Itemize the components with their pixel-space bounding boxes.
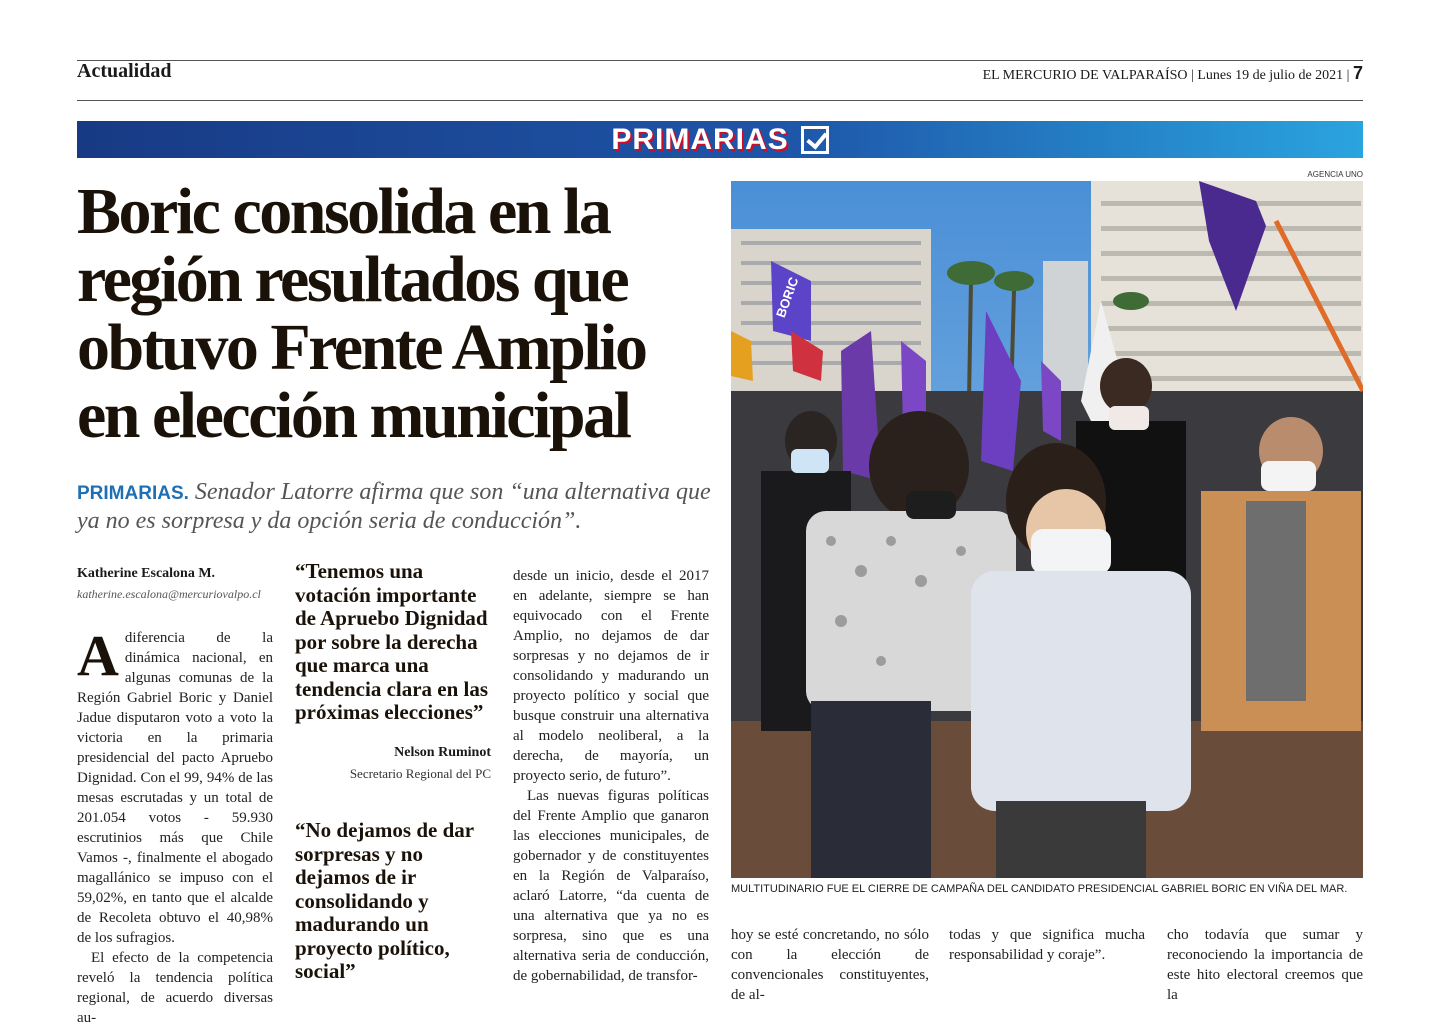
body-column-3 — [513, 566, 709, 986]
pull-quote: “No dejamos de dar sorpresas y no dejamos de ir consolidando y madurando un proyecto político, social” — [295, 818, 474, 983]
top-rule — [77, 60, 1363, 61]
quote-attribution-role: Secretario Regional del PC — [349, 766, 491, 781]
paragraph: diferencia de la dinámica nacional, en algunas comunas de la Región Gabriel Boric y Daniel Jadue disputaron voto a voto la victoria en la primaria presidencial del pacto Apruebo Dignidad. Con el 99, 94% de las mesas escrutadas y un total de 201.054 votos - 59.930 escrutinios más que Chile Vamos -, finalmente el abogado magallánico se impuso con el 59,02%, en tanto que el alcalde de Recoleta obtuvo el 40,98% de los sufragios. — [77, 630, 273, 946]
banner-label: PRIMARIAS — [611, 122, 789, 156]
deck-text: Senador Latorre afirma que son “una alternativa que ya no es sorpresa y da opción seria de conducción”. — [77, 479, 711, 534]
bottom-column-3: cho todavía que sumar y reconociendo la importancia de este hito electoral creemos que la — [1167, 927, 1363, 1003]
photo-credit: AGENCIA UNO — [1307, 170, 1363, 179]
dropcap: A — [77, 623, 119, 688]
checkbox-icon — [801, 126, 829, 154]
bottom-column-1: hoy se esté concretando, no sólo con la elección de convencionales constituyentes, de al- — [731, 927, 929, 1003]
paragraph: desde un inicio, desde el 2017 en adelante, siempre se han equivocado con el Frente Amplio, no dejamos de dar sorpresas y no dejamos de ir consolidando y madurando un proyecto político y social que busque construir una alternativa al modelo neoliberal, a la derecha, de mayoría, un proyecto serio, de futuro”. — [513, 568, 709, 784]
kicker: PRIMARIAS. — [77, 483, 189, 504]
campaign-photo — [731, 181, 1363, 878]
headline: Boric consolida en la región resultados que obtuvo Frente Amplio en elección municipal — [77, 175, 646, 452]
photo-caption: MULTITUDINARIO FUE EL CIERRE DE CAMPAÑA DEL CANDIDATO PRESIDENCIAL GABRIEL BORIC EN VIÑA DEL MAR. — [731, 883, 1348, 895]
paragraph: El efecto de la competencia reveló la tendencia política regional, de acuerdo diversas au- — [77, 950, 273, 1026]
section-label: Actualidad — [77, 60, 172, 82]
author-email[interactable]: katherine.escalona@mercuriovalpo.cl — [77, 587, 261, 601]
deck — [77, 478, 727, 536]
issue-date: Lunes 19 de julio de 2021 — [1197, 68, 1344, 83]
primarias-banner — [77, 121, 1363, 158]
quote-attribution-name: Nelson Ruminot — [394, 745, 491, 760]
paper-name: EL MERCURIO DE VALPARAÍSO — [982, 68, 1188, 83]
page-number: 7 — [1352, 63, 1363, 83]
author: Katherine Escalona M. — [77, 566, 216, 581]
body-column-1 — [77, 623, 273, 1028]
flag-text: BORIC — [772, 275, 802, 320]
pull-quote: “Tenemos una votación importante de Apruebo Dignidad por sobre la derecha que marca una tendencia clara en las próximas elecciones” — [295, 559, 489, 724]
masthead: EL MERCURIO DE VALPARAÍSO | Lunes 19 de julio de 2021 | 7 — [982, 63, 1363, 83]
header-rule — [77, 100, 1363, 101]
paragraph: Las nuevas figuras políticas del Frente Amplio que ganaron las elecciones municipales, de gobernador y de constituyentes en la Región de Valparaíso, aclaró Latorre, “da cuenta de una alternativa que ya no es sorpresa, sino que es una alternativa seria de conducción, de gobernabilidad, de transfor- — [513, 788, 709, 984]
bottom-column-2: todas y que significa mucha responsabilidad y coraje”. — [949, 927, 1145, 963]
